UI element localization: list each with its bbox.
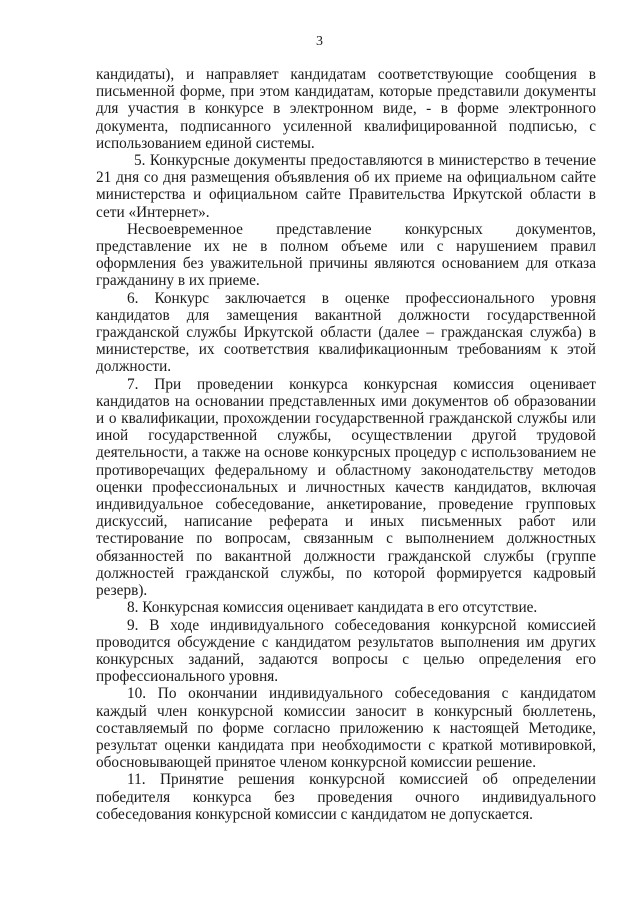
paragraph-9: 9. В ходе индивидуального собеседования конкурсной комиссией проводится обсуждение с кандидатом результатов выполнения им других конкурсных заданий, задаются вопросы с целью определения его профессионального уровня. bbox=[96, 616, 596, 686]
paragraph-11: 11. Принятие решения конкурсной комиссией об определении победителя конкурса без проведения очного индивидуального собеседования конкурсной комиссии с кандидатом не допускается. bbox=[96, 771, 596, 823]
paragraph-5: 5. Конкурсные документы предоставляются в министерство в течение 21 дня со дня размещения объявления об их приеме на официальном сайте министерства и официальном сайте Правительства Иркутской области в сети «Интернет». bbox=[96, 152, 596, 221]
paragraph-7: 7. При проведении конкурса конкурсная комиссия оценивает кандидатов на основании представленных ими документов об образовании и о квалификации, прохождении государственной гражданской службы или иной государственной службы, осуществлении другой трудовой деятельности, а также на основе конкурсных процедур с использованием не противоречащих федеральному и областному законодательству методов оценки профессиональных и личностных качеств кандидатов, включая индивидуальное собеседование, анкетирование, проведение групповых дискуссий, написание реферата и иных письменных работ или тестирование по вопросам, связанным с выполнением должностных обязанностей по вакантной должности гражданской службы (группе должностей гражданской службы, по которой формируется кадровый резерв). bbox=[96, 375, 596, 600]
paragraph-8: 8. Конкурсная комиссия оценивает кандидата в его отсутствие. bbox=[127, 599, 538, 617]
paragraph-10: 10. По окончании индивидуального собеседования с кандидатом каждый член конкурсной комиссии заносит в конкурсный бюллетень, составляемый по форме согласно приложению к настоящей Методике, результат оценки кандидата при необходимости с краткой мотивировкой, обосновывающей принятое членом конкурсной комиссии решение. bbox=[96, 685, 596, 772]
paragraph-continuation: кандидаты), и направляет кандидатам соответствующие сообщения в письменной форме, при этом кандидатам, которые представили документы для участия в конкурсе в электронном виде, - в форме электронного документа, подписанного усиленной квалифицированной подписью, с использованием единой системы. bbox=[96, 66, 596, 152]
paragraph-6: 6. Конкурс заключается в оценке профессионального уровня кандидатов для замещения вакантной должности государственной гражданской службы Иркутской области (далее – гражданская служба) в министерстве, их соответствия квалификационным требованиям к этой должности. bbox=[96, 289, 596, 376]
page-number: 3 bbox=[316, 34, 323, 49]
document-body bbox=[96, 66, 596, 823]
paragraph-5-cont: Несвоевременное представление конкурсных документов, представление их не в полном объеме или с нарушением правил оформления без уважительной причины являются основанием для отказа гражданину в их приеме. bbox=[96, 220, 596, 290]
